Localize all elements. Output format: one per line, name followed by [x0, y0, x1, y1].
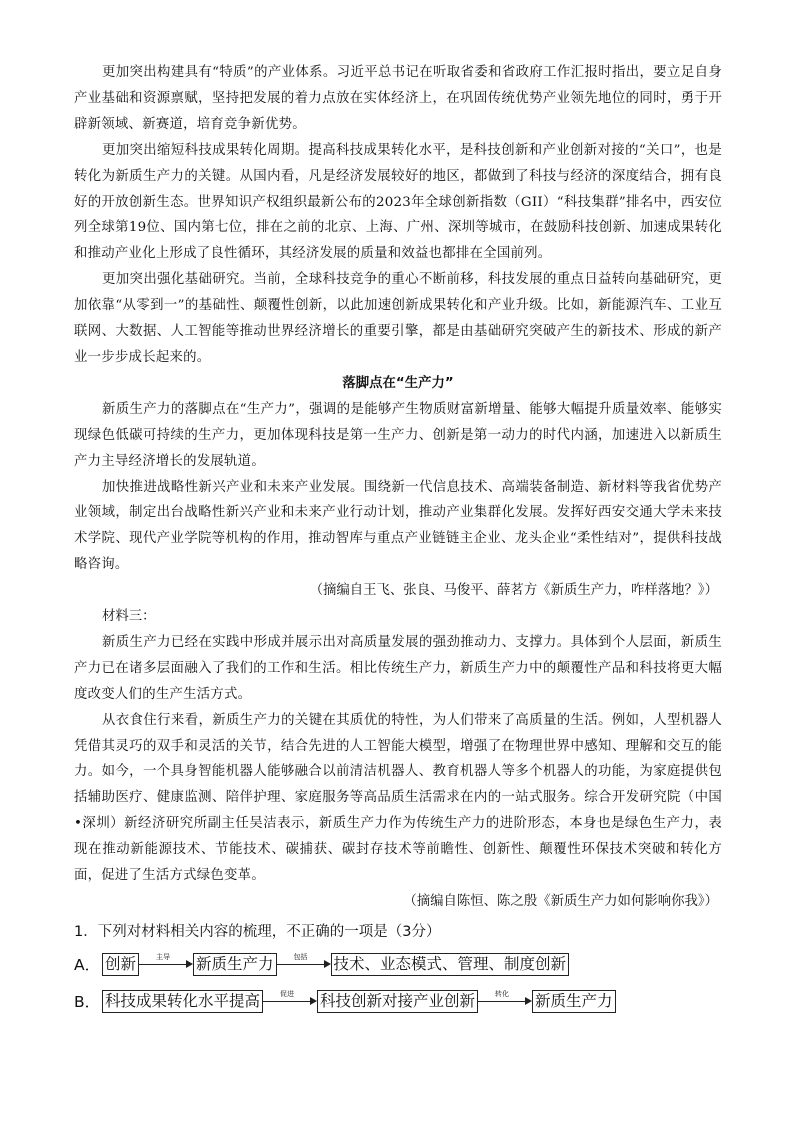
flow-arrow — [139, 953, 193, 975]
paragraph: 更加突出构建具有“特质”的产业体系。习近平总书记在听取省委和省政府工作汇报时指出，要立足自身产业基础和资源禀赋，坚持把发展的着力点放在实体经济上，在巩固传统优势产业领先地位的同时，勇于开辟新领域、新赛道，培育竞争新优势。 — [74, 65, 722, 132]
arrow-head-icon — [525, 997, 532, 1005]
paragraph: 加快推进战略性新兴产业和未来产业发展。围绕新一代信息技术、高端装备制造、新材料等我省优势产业领域，制定出台战略性新兴产业和未来产业行动计划，推动产业集群化发展。发挥好西安交通大学未来技术学院、现代产业学院等机构的作用，推动智库与重点产业链链主企业、龙头企业“柔性结对”，提供科技战略咨询。 — [74, 479, 722, 573]
flow-arrow — [263, 990, 317, 1012]
source-citation: （摘编自陈恒、陈之殷《新质生产力如何影响你我》） — [403, 894, 718, 909]
flow-arrow — [478, 990, 532, 1012]
document-page — [74, 60, 722, 1013]
arrow-head-icon — [310, 997, 317, 1005]
arrow-label: 主导 — [156, 953, 171, 962]
flow-arrow — [277, 953, 331, 975]
paragraph: 新质生产力已经在实践中形成并展示出对高质量发展的强劲推动力、支撑力。具体到个人层面，新质生产力已在诸多层面融入了我们的工作和生活。相比传统生产力，新质生产力中的颠覆性产品和科技将更大幅度改变人们的生产生活方式。 — [74, 634, 722, 702]
flow-box: 技术、业态模式、管理、制度创新 — [331, 953, 570, 976]
paragraph: 新质生产力的落脚点在“生产力”，强调的是能够产生物质财富新增量、能够大幅提升质量效率、能够实现绿色低碳可持续的生产力，更加体现科技是第一生产力、创新是第一动力的时代内涵，加速进入以新质生产力主导经济增长的发展轨道。 — [74, 401, 722, 469]
source-citation: （摘编自王飞、张良、马俊平、薛茗方《新质生产力，咋样落地？》） — [309, 583, 718, 599]
paragraph: 更加突出缩短科技成果转化周期。提高科技成果转化水平，是科技创新和产业创新对接的“关口”，也是转化为新质生产力的关键。从国内看，凡是经济发展较好的地区，都做到了科技与经济的深度结合，拥有良好的开放创新生态。世界知识产权组织最新公布的2023年全球创新指数（GII）“科技集群”排名中，西安位列全球第19位、国内第七位，排在之前的北京、上海、广州、深圳等城市，在鼓励科技创新、加速成果转化和推动产业化上形成了良性循环，其经济发展的质量和效益也都排在全国前列。 — [74, 142, 722, 262]
arrow-head-icon — [186, 960, 193, 968]
arrow-head-icon — [324, 960, 331, 968]
flow-box: 科技创新对接产业创新 — [317, 990, 478, 1013]
section-subheading: 落脚点在“生产力” — [342, 375, 454, 391]
question-stem: 1．下列对材料相关内容的梳理，不正确的一项是（3分） — [74, 923, 441, 940]
option-letter: B． — [74, 993, 101, 1012]
arrow-label: 促进 — [280, 990, 295, 999]
option-b — [74, 990, 722, 1013]
material-label: 材料三： — [102, 609, 156, 625]
paragraph: 更加突出强化基础研究。当前，全球科技竞争的重心不断前移，科技发展的重点日益转向基础研究，更加依靠“从零到一”的基础性、颠覆性创新，以此加速创新成果转化和产业升级。比如，新能源汽车、工业互联网、大数据、人工智能等推动世界经济增长的重要引擎，都是由基础研究突破产生的新技术、形成的新产业一步步成长起来的。 — [74, 272, 722, 365]
paragraph: 从衣食住行来看，新质生产力的关键在其质优的特性，为人们带来了高质量的生活。例如，人型机器人凭借其灵巧的双手和灵活的关节，结合先进的人工智能大模型，增强了在物理世界中感知、理解和交互的能力。如今，一个具身智能机器人能够融合以前清洁机器人、教育机器人等多个机器人的功能，为家庭提供包括辅助医疗、健康监测、陪伴护理、家庭服务等高品质生活需求在内的一站式服务。综合开发研究院（中国•深圳）新经济研究所副主任吴洁表示，新质生产力作为传统生产力的进阶形态，本身也是绿色生产力，表现在推动新能源技术、节能技术、碳捕获、碳封存技术等前瞻性、创新性、颠覆性环保技术突破和转化方面，促进了生活方式绿色变革。 — [74, 712, 722, 884]
flow-box: 新质生产力 — [532, 990, 616, 1013]
arrow-label: 转化 — [495, 990, 510, 999]
option-letter: A． — [74, 956, 101, 975]
flow-box: 新质生产力 — [193, 953, 277, 976]
option-a — [74, 953, 722, 976]
arrow-label: 包括 — [293, 953, 308, 962]
flow-box: 创新 — [102, 953, 139, 976]
flow-box: 科技成果转化水平提高 — [102, 990, 263, 1013]
